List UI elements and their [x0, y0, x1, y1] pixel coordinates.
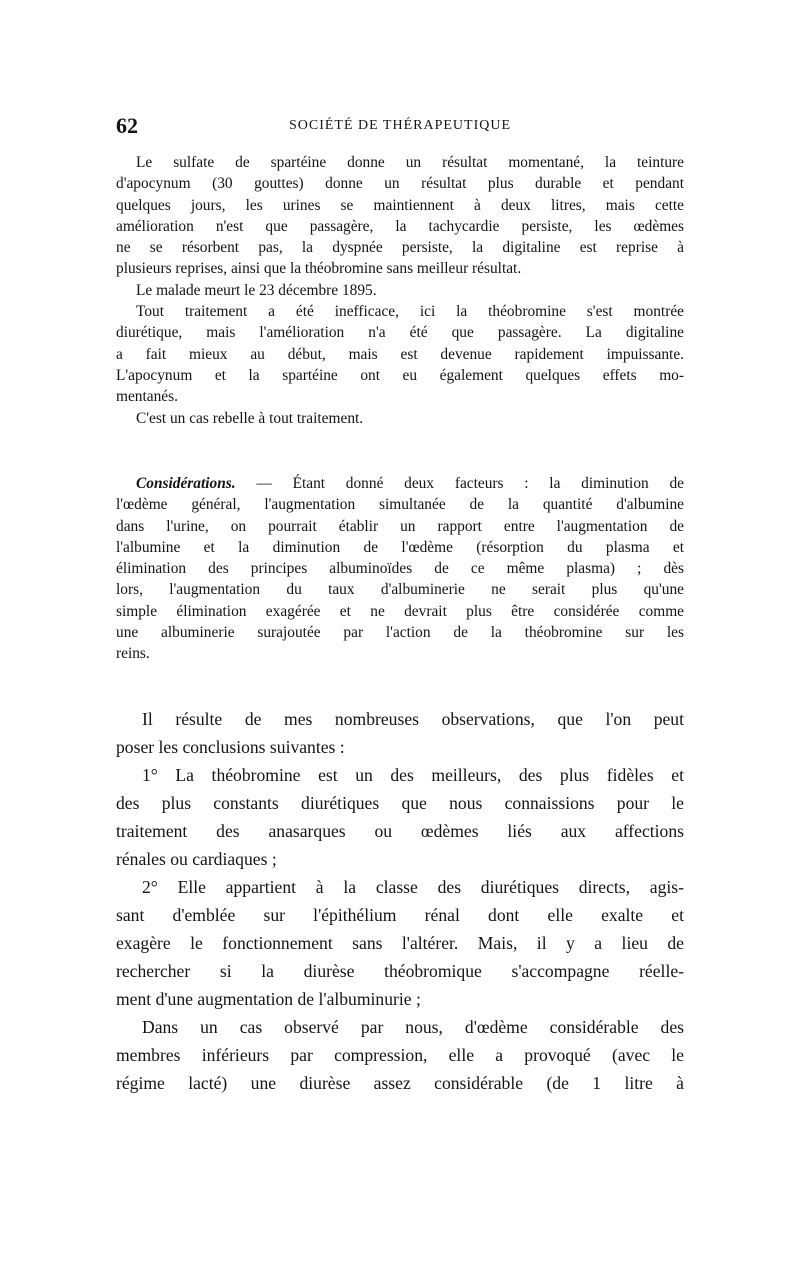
case-notes: [116, 152, 684, 429]
text-line: mentanés.: [116, 388, 178, 406]
text-line: diurétique, mais l'amélioration n'a été que passagère. La digitaline: [116, 324, 684, 342]
text-line: C'est un cas rebelle à tout traitement.: [136, 409, 364, 427]
conclusions-section: [116, 705, 684, 1097]
text-line: régime lacté) une diurèse assez considérable (de 1 litre à: [116, 1073, 684, 1093]
text-line: a fait mieux au début, mais est devenue rapidement impuissante.: [116, 345, 684, 363]
page-header: [116, 113, 684, 137]
text-line: Dans un cas observé par nous, d'œdème considérable des: [142, 1017, 684, 1037]
text-line: reins.: [116, 645, 150, 663]
text-line: 2° Elle appartient à la classe des diurétiques directs, agis-: [142, 877, 684, 897]
running-head: SOCIÉTÉ DE THÉRAPEUTIQUE: [288, 118, 512, 133]
text-line: rechercher si la diurèse théobromique s'accompagne réelle-: [116, 961, 684, 981]
text-line: des plus constants diurétiques que nous connaissions pour le: [116, 793, 684, 813]
text-line: ment d'une augmentation de l'albuminurie ;: [116, 989, 421, 1009]
text-line: d'apocynum (30 gouttes) donne un résultat plus durable et pendant: [116, 175, 684, 193]
section-heading: Considérations.: [136, 475, 236, 492]
page-number: 62: [116, 113, 138, 138]
text-line: Il résulte de mes nombreuses observations, que l'on peut: [142, 709, 684, 729]
text-line: l'œdème général, l'augmentation simultanée de la quantité d'albumine: [116, 496, 684, 514]
text-line: L'apocynum et la spartéine ont eu également quelques effets mo-: [116, 366, 684, 384]
text-span: — Étant donné deux facteurs : la diminution de: [256, 475, 684, 492]
text-line: amélioration n'est que passagère, la tachycardie persiste, les œdèmes: [116, 217, 684, 235]
text-line: sant d'emblée sur l'épithélium rénal dont elle exalte et: [116, 905, 684, 925]
text-line: 1° La théobromine est un des meilleurs, des plus fidèles et: [142, 765, 684, 785]
text-line: exagère le fonctionnement sans l'altérer. Mais, il y a lieu de: [116, 933, 684, 953]
text-line: Le malade meurt le 23 décembre 1895.: [136, 281, 377, 299]
text-line: Tout traitement a été inefficace, ici la théobromine s'est montrée: [136, 303, 684, 321]
text-line: quelques jours, les urines se maintiennent à deux litres, mais cette: [116, 196, 684, 214]
considerations-first-line: [116, 473, 684, 494]
text-line: l'albumine et la diminution de l'œdème (résorption du plasma et: [116, 538, 684, 556]
text-line: lors, l'augmentation du taux d'albuminerie ne serait plus qu'une: [116, 581, 684, 599]
text-line: Le sulfate de spartéine donne un résultat momentané, la teinture: [136, 154, 684, 171]
text-line: élimination des principes albuminoïdes de ce même plasma) ; dès: [116, 560, 684, 578]
text-line: dans l'urine, on pourrait établir un rapport entre l'augmentation de: [116, 517, 684, 535]
text-line: une albuminerie surajoutée par l'action de la théobromine sur les: [116, 624, 684, 642]
text-line: simple élimination exagérée et ne devrait plus être considérée comme: [116, 602, 684, 620]
text-line: traitement des anasarques ou œdèmes liés aux affections: [116, 821, 684, 841]
considerations-section: [116, 473, 684, 665]
text-line: rénales ou cardiaques ;: [116, 849, 277, 869]
text-line: poser les conclusions suivantes :: [116, 737, 345, 757]
text-line: membres inférieurs par compression, elle a provoqué (avec le: [116, 1045, 684, 1065]
text-line: ne se résorbent pas, la dyspnée persiste, la digitaline est reprise à: [116, 239, 684, 257]
text-line: plusieurs reprises, ainsi que la théobromine sans meilleur résultat.: [116, 260, 522, 278]
